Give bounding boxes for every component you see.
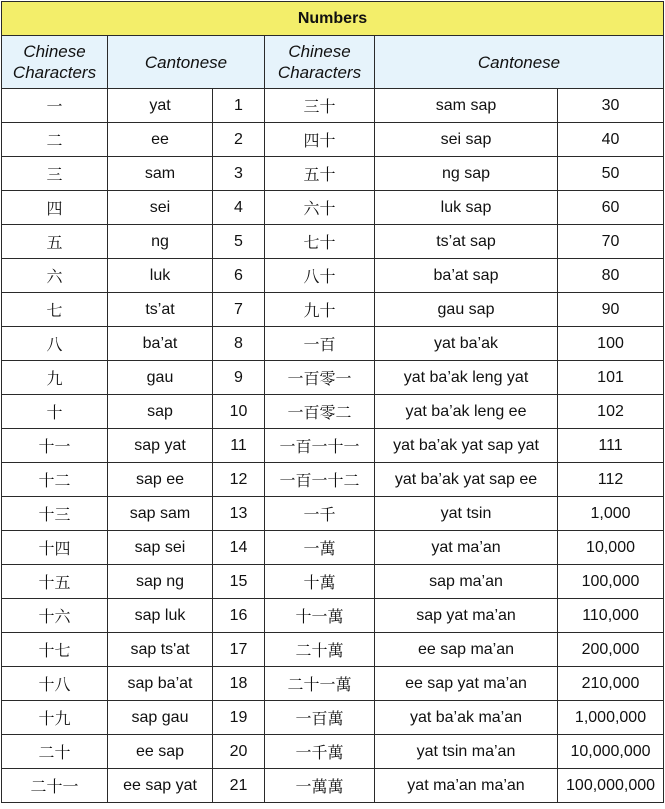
number-cell: 9 [213, 361, 265, 395]
table-row [2, 259, 664, 293]
number-cell: 102 [558, 395, 664, 429]
number-cell: 12 [213, 463, 265, 497]
chinese-characters-cell: 二十一萬 [265, 667, 375, 701]
table-row [2, 497, 664, 531]
table-row [2, 429, 664, 463]
number-cell: 21 [213, 769, 265, 803]
number-cell: 60 [558, 191, 664, 225]
cantonese-cell: luk [108, 259, 213, 293]
chinese-characters-cell: 七十 [265, 225, 375, 259]
cantonese-cell: ee [108, 123, 213, 157]
header-cantonese-right: Cantonese [375, 36, 664, 89]
cantonese-cell: sap ts'at [108, 633, 213, 667]
chinese-characters-cell: 十九 [2, 701, 108, 735]
chinese-characters-cell: 一 [2, 89, 108, 123]
cantonese-cell: sap ng [108, 565, 213, 599]
table-row [2, 769, 664, 803]
cantonese-cell: sap ba’at [108, 667, 213, 701]
chinese-characters-cell: 八十 [265, 259, 375, 293]
chinese-characters-cell: 二十 [2, 735, 108, 769]
number-cell: 4 [213, 191, 265, 225]
number-cell: 7 [213, 293, 265, 327]
header-row [2, 36, 664, 89]
cantonese-cell: yat tsin ma’an [375, 735, 558, 769]
number-cell: 13 [213, 497, 265, 531]
chinese-characters-cell: 一百萬 [265, 701, 375, 735]
chinese-characters-cell: 二十萬 [265, 633, 375, 667]
number-cell: 100,000 [558, 565, 664, 599]
header-chinese-line2: Characters [12, 63, 97, 82]
cantonese-cell: ts’at [108, 293, 213, 327]
chinese-characters-cell: 一百一十一 [265, 429, 375, 463]
chinese-characters-cell: 二 [2, 123, 108, 157]
chinese-characters-cell: 十萬 [265, 565, 375, 599]
table-row [2, 463, 664, 497]
number-cell: 8 [213, 327, 265, 361]
chinese-characters-cell: 一千 [265, 497, 375, 531]
number-cell: 110,000 [558, 599, 664, 633]
number-cell: 17 [213, 633, 265, 667]
chinese-characters-cell: 六 [2, 259, 108, 293]
table-row [2, 293, 664, 327]
chinese-characters-cell: 十八 [2, 667, 108, 701]
table-row [2, 89, 664, 123]
number-cell: 100,000,000 [558, 769, 664, 803]
chinese-characters-cell: 十七 [2, 633, 108, 667]
chinese-characters-cell: 一百一十二 [265, 463, 375, 497]
chinese-characters-cell: 三十 [265, 89, 375, 123]
chinese-characters-cell: 十四 [2, 531, 108, 565]
table-row [2, 157, 664, 191]
number-cell: 3 [213, 157, 265, 191]
cantonese-cell: yat ba’ak ma’an [375, 701, 558, 735]
cantonese-cell: ee sap ma’an [375, 633, 558, 667]
chinese-characters-cell: 三 [2, 157, 108, 191]
number-cell: 11 [213, 429, 265, 463]
table-row [2, 667, 664, 701]
number-cell: 30 [558, 89, 664, 123]
chinese-characters-cell: 一百 [265, 327, 375, 361]
cantonese-cell: yat ma’an [375, 531, 558, 565]
cantonese-cell: sap ee [108, 463, 213, 497]
cantonese-cell: sap ma’an [375, 565, 558, 599]
number-cell: 14 [213, 531, 265, 565]
table-row [2, 633, 664, 667]
cantonese-cell: ng [108, 225, 213, 259]
cantonese-cell: sap yat [108, 429, 213, 463]
cantonese-cell: ee sap [108, 735, 213, 769]
header-cantonese-left: Cantonese [108, 36, 265, 89]
number-cell: 10,000 [558, 531, 664, 565]
cantonese-cell: yat ba’ak yat sap yat [375, 429, 558, 463]
cantonese-cell: ba’at sap [375, 259, 558, 293]
cantonese-cell: ba’at [108, 327, 213, 361]
number-cell: 111 [558, 429, 664, 463]
number-cell: 10,000,000 [558, 735, 664, 769]
number-cell: 1 [213, 89, 265, 123]
cantonese-cell: sap yat ma’an [375, 599, 558, 633]
chinese-characters-cell: 六十 [265, 191, 375, 225]
cantonese-cell: sap [108, 395, 213, 429]
table-row [2, 395, 664, 429]
cantonese-cell: sam [108, 157, 213, 191]
cantonese-cell: yat ba’ak yat sap ee [375, 463, 558, 497]
number-cell: 16 [213, 599, 265, 633]
table-row [2, 701, 664, 735]
chinese-characters-cell: 四 [2, 191, 108, 225]
header-chinese-line1: Chinese [288, 42, 351, 61]
cantonese-cell: ee sap yat [108, 769, 213, 803]
cantonese-cell: yat ba’ak leng ee [375, 395, 558, 429]
table-row [2, 225, 664, 259]
chinese-characters-cell: 十一 [2, 429, 108, 463]
cantonese-cell: sap luk [108, 599, 213, 633]
cantonese-cell: yat ba’ak [375, 327, 558, 361]
cantonese-cell: sap gau [108, 701, 213, 735]
number-cell: 15 [213, 565, 265, 599]
cantonese-cell: sei sap [375, 123, 558, 157]
cantonese-cell: yat ma’an ma’an [375, 769, 558, 803]
number-cell: 101 [558, 361, 664, 395]
table-row [2, 191, 664, 225]
header-chinese-characters-left [2, 36, 108, 89]
chinese-characters-cell: 十三 [2, 497, 108, 531]
cantonese-cell: ee sap yat ma’an [375, 667, 558, 701]
cantonese-cell: sap sei [108, 531, 213, 565]
cantonese-cell: yat tsin [375, 497, 558, 531]
number-cell: 2 [213, 123, 265, 157]
number-cell: 80 [558, 259, 664, 293]
number-cell: 70 [558, 225, 664, 259]
header-chinese-line2: Characters [277, 63, 362, 82]
number-cell: 10 [213, 395, 265, 429]
chinese-characters-cell: 一萬 [265, 531, 375, 565]
header-chinese-characters-right [265, 36, 375, 89]
chinese-characters-cell: 五 [2, 225, 108, 259]
chinese-characters-cell: 一千萬 [265, 735, 375, 769]
chinese-characters-cell: 十 [2, 395, 108, 429]
chinese-characters-cell: 十五 [2, 565, 108, 599]
number-cell: 19 [213, 701, 265, 735]
number-cell: 1,000 [558, 497, 664, 531]
number-cell: 20 [213, 735, 265, 769]
chinese-characters-cell: 一百零一 [265, 361, 375, 395]
number-cell: 6 [213, 259, 265, 293]
chinese-characters-cell: 九十 [265, 293, 375, 327]
chinese-characters-cell: 七 [2, 293, 108, 327]
chinese-characters-cell: 一萬萬 [265, 769, 375, 803]
table-row [2, 327, 664, 361]
chinese-characters-cell: 十二 [2, 463, 108, 497]
table-row [2, 531, 664, 565]
table-row [2, 123, 664, 157]
cantonese-cell: sei [108, 191, 213, 225]
cantonese-cell: ng sap [375, 157, 558, 191]
chinese-characters-cell: 九 [2, 361, 108, 395]
chinese-characters-cell: 四十 [265, 123, 375, 157]
cantonese-cell: gau [108, 361, 213, 395]
number-cell: 40 [558, 123, 664, 157]
chinese-characters-cell: 五十 [265, 157, 375, 191]
cantonese-cell: yat [108, 89, 213, 123]
cantonese-cell: yat ba’ak leng yat [375, 361, 558, 395]
table-row [2, 735, 664, 769]
cantonese-cell: luk sap [375, 191, 558, 225]
cantonese-cell: sam sap [375, 89, 558, 123]
numbers-table [1, 1, 664, 803]
number-cell: 90 [558, 293, 664, 327]
table-title: Numbers [2, 2, 664, 36]
chinese-characters-cell: 二十一 [2, 769, 108, 803]
number-cell: 210,000 [558, 667, 664, 701]
table-body [2, 89, 664, 803]
cantonese-cell: gau sap [375, 293, 558, 327]
chinese-characters-cell: 十一萬 [265, 599, 375, 633]
number-cell: 5 [213, 225, 265, 259]
table-row [2, 565, 664, 599]
table-row [2, 599, 664, 633]
number-cell: 100 [558, 327, 664, 361]
cantonese-cell: sap sam [108, 497, 213, 531]
chinese-characters-cell: 一百零二 [265, 395, 375, 429]
table-row [2, 361, 664, 395]
number-cell: 50 [558, 157, 664, 191]
chinese-characters-cell: 八 [2, 327, 108, 361]
number-cell: 200,000 [558, 633, 664, 667]
number-cell: 1,000,000 [558, 701, 664, 735]
title-row [2, 2, 664, 36]
number-cell: 18 [213, 667, 265, 701]
cantonese-cell: ts’at sap [375, 225, 558, 259]
header-chinese-line1: Chinese [23, 42, 86, 61]
number-cell: 112 [558, 463, 664, 497]
chinese-characters-cell: 十六 [2, 599, 108, 633]
